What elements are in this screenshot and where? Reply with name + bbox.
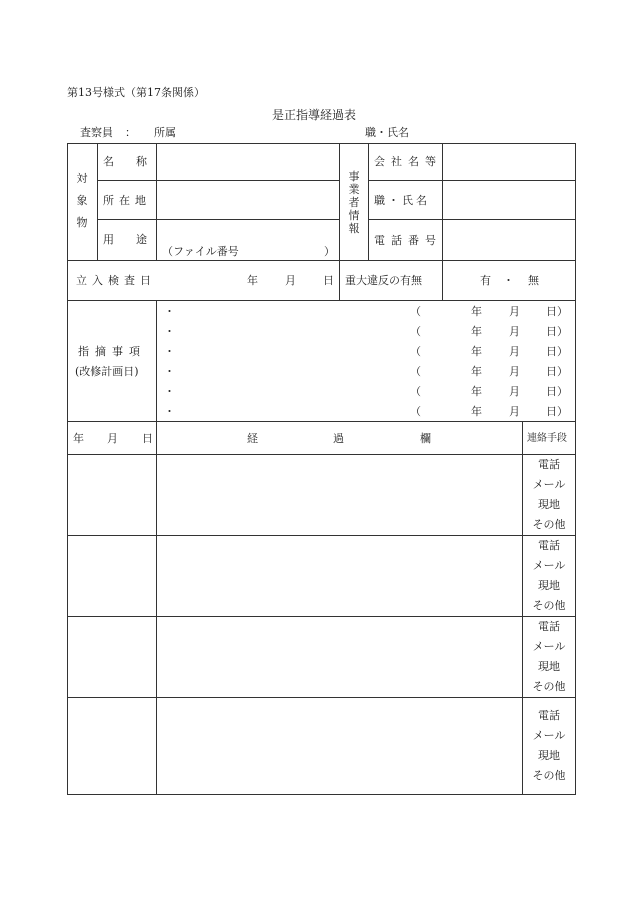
rule	[97, 219, 339, 220]
log-progress-cell[interactable]	[156, 455, 522, 535]
finding-bullet: ・	[164, 325, 175, 338]
rule	[97, 180, 339, 181]
inspection-day: 日	[323, 274, 334, 287]
contact-option[interactable]: 電話	[538, 457, 560, 471]
inspection-year: 年	[247, 274, 258, 287]
contact-option[interactable]: 現地	[538, 659, 560, 673]
violation-yes: 有	[480, 274, 491, 287]
rule	[368, 219, 576, 220]
finding-open-paren: （	[410, 345, 421, 358]
contact-method-header: 連絡手段	[527, 433, 567, 444]
rule	[368, 143, 369, 260]
company-name-label: 会社名等	[374, 155, 442, 168]
target-name-label: 名 称	[103, 155, 147, 168]
finding-month: 月	[509, 385, 520, 398]
contact-option[interactable]: 現地	[538, 497, 560, 511]
target-label: 対象物	[76, 172, 88, 229]
rule	[97, 143, 98, 260]
contact-option[interactable]: メール	[532, 477, 566, 491]
violation-no: 無	[528, 274, 539, 287]
contact-option[interactable]: 電話	[538, 619, 560, 633]
rule	[156, 300, 157, 421]
contact-option[interactable]: 現地	[538, 749, 560, 762]
contact-option[interactable]: その他	[532, 517, 566, 531]
log-progress-cell[interactable]	[156, 617, 522, 697]
progress-header-char-2: 過	[333, 432, 344, 445]
inspector-position-name-label: 職・氏名	[365, 126, 409, 139]
violation-separator: ・	[503, 274, 514, 287]
target-location-label: 所在地	[103, 194, 151, 207]
findings-sub-label: (改修計画日)	[75, 365, 139, 378]
finding-bullet: ・	[164, 345, 175, 358]
finding-day-close: 日）	[546, 405, 568, 418]
rule	[67, 421, 576, 422]
log-day-header: 日	[142, 432, 153, 445]
form-number: 第13号様式（第17条関係）	[67, 86, 205, 99]
finding-open-paren: （	[410, 365, 421, 378]
target-use-label: 用 途	[103, 233, 147, 246]
log-date-cell[interactable]	[68, 698, 156, 795]
finding-year: 年	[471, 325, 482, 338]
finding-day-close: 日）	[546, 305, 568, 318]
finding-year: 年	[471, 305, 482, 318]
finding-open-paren: （	[410, 405, 421, 418]
finding-day-close: 日）	[546, 365, 568, 378]
finding-year: 年	[471, 345, 482, 358]
rule	[368, 180, 576, 181]
finding-day-close: 日）	[546, 385, 568, 398]
finding-year: 年	[471, 365, 482, 378]
finding-day-close: 日）	[546, 345, 568, 358]
log-year-header: 年	[73, 432, 84, 445]
log-progress-cell[interactable]	[156, 536, 522, 616]
rule	[67, 300, 576, 301]
form-title: 是正指導経過表	[272, 108, 357, 122]
finding-bullet: ・	[164, 385, 175, 398]
log-month-header: 月	[107, 432, 118, 445]
inspection-date-label: 立入検査日	[76, 274, 156, 287]
inspector-label: 査察員	[80, 126, 113, 139]
file-number-close: ）	[324, 245, 335, 258]
finding-month: 月	[509, 305, 520, 318]
progress-header-char-3: 欄	[420, 432, 431, 445]
rule	[339, 143, 340, 300]
finding-bullet: ・	[164, 405, 175, 418]
finding-open-paren: （	[410, 385, 421, 398]
finding-month: 月	[509, 405, 520, 418]
finding-bullet: ・	[164, 365, 175, 378]
log-date-cell[interactable]	[68, 536, 156, 616]
finding-open-paren: （	[410, 305, 421, 318]
phone-number-label: 電話番号	[374, 234, 442, 247]
business-position-name-label: 職・氏名	[374, 194, 430, 207]
findings-label: 指摘事項	[78, 345, 146, 358]
contact-option[interactable]: 電話	[538, 709, 560, 722]
contact-option[interactable]: その他	[532, 769, 566, 782]
inspector-dept-label: 所属	[154, 126, 176, 139]
contact-option[interactable]: 現地	[538, 578, 560, 592]
rule	[156, 143, 157, 260]
finding-bullet: ・	[164, 305, 175, 318]
finding-open-paren: （	[410, 325, 421, 338]
contact-option[interactable]: その他	[532, 598, 566, 612]
finding-year: 年	[471, 385, 482, 398]
finding-year: 年	[471, 405, 482, 418]
contact-option[interactable]: 電話	[538, 538, 560, 552]
inspection-month: 月	[285, 274, 296, 287]
log-date-cell[interactable]	[68, 455, 156, 535]
contact-option[interactable]: メール	[532, 558, 566, 572]
rule	[67, 260, 576, 261]
finding-month: 月	[509, 365, 520, 378]
log-date-cell[interactable]	[68, 617, 156, 697]
contact-option[interactable]: その他	[532, 679, 566, 693]
finding-day-close: 日）	[546, 325, 568, 338]
business-info-label: 事業者情報	[348, 170, 360, 235]
finding-month: 月	[509, 325, 520, 338]
contact-option[interactable]: メール	[532, 639, 566, 653]
rule	[442, 143, 443, 300]
file-number-open: （ファイル番号	[162, 245, 239, 258]
finding-month: 月	[509, 345, 520, 358]
contact-option[interactable]: メール	[532, 729, 566, 742]
progress-header-char-1: 経	[247, 432, 258, 445]
violation-label: 重大違反の有無	[345, 274, 422, 287]
inspector-colon: ：	[125, 126, 136, 139]
log-progress-cell[interactable]	[156, 698, 522, 795]
